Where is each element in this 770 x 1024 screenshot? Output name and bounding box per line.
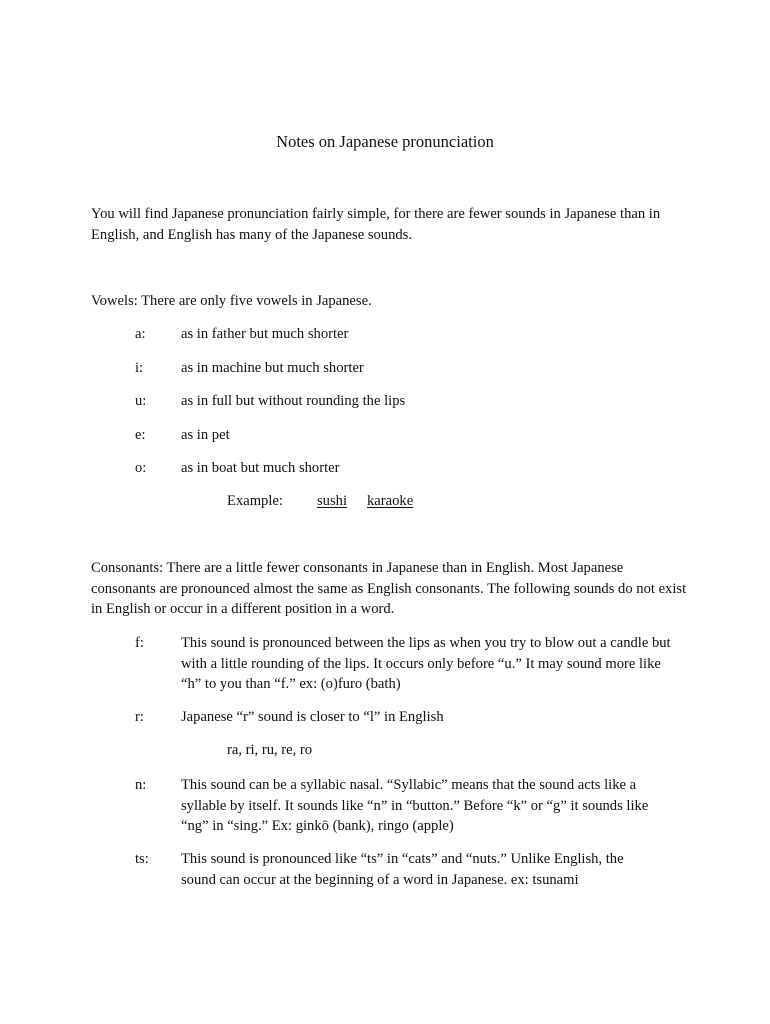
vowel-key: a:	[135, 326, 146, 342]
vowels-heading: Vowels: There are only five vowels in Japanese.	[91, 293, 372, 309]
vowel-key: i:	[135, 360, 144, 376]
intro-paragraph: You will find Japanese pronunciation fairly simple, for there are fewer sounds in Japanese than in English, and English has many of the Japanese sounds.	[91, 206, 661, 243]
consonant-key: f:	[135, 635, 144, 651]
consonants-paragraph: Consonants: There are a little fewer consonants in Japanese than in English. Most Japanese consonants are pronounced almost the same as English consonants. The following sounds do not exist in English or occur in a different position in a word.	[91, 560, 687, 617]
vowel-key: e:	[135, 427, 146, 443]
consonant-key: n:	[135, 777, 147, 793]
consonant-key: r:	[135, 709, 144, 725]
consonant-key: ts:	[135, 851, 149, 867]
vowel-key: u:	[135, 393, 147, 409]
vowel-description: as in father but much shorter	[181, 326, 349, 342]
example-word-karaoke: karaoke	[367, 493, 414, 509]
r-sound-examples: ra, ri, ru, re, ro	[227, 742, 313, 758]
consonant-description: Japanese “r” sound is closer to “l” in English	[181, 709, 444, 725]
consonant-description: This sound can be a syllabic nasal. “Syllabic” means that the sound acts like a syllable by itself. It sounds like “n” in “button.” Before “k” or “g” it sounds like “ng” in “sing.” Ex: ginkō (bank), ringo (apple)	[181, 777, 649, 834]
vowel-description: as in pet	[181, 427, 230, 443]
example-word-sushi: sushi	[317, 493, 348, 509]
consonant-description: This sound is pronounced like “ts” in “cats” and “nuts.” Unlike English, the sound can occur at the beginning of a word in Japanese. ex: tsunami	[181, 851, 624, 888]
example-label: Example:	[227, 493, 283, 509]
page-title: Notes on Japanese pronunciation	[276, 132, 494, 151]
vowel-description: as in boat but much shorter	[181, 460, 340, 476]
vowel-description: as in full but without rounding the lips	[181, 393, 406, 409]
consonant-description: This sound is pronounced between the lips as when you try to blow out a candle but with a little rounding of the lips. It occurs only before “u.” It may sound more like “h” to you than “f.” ex: (o)furo (bath)	[181, 635, 671, 692]
vowel-description: as in machine but much shorter	[181, 360, 364, 376]
vowel-key: o:	[135, 460, 147, 476]
